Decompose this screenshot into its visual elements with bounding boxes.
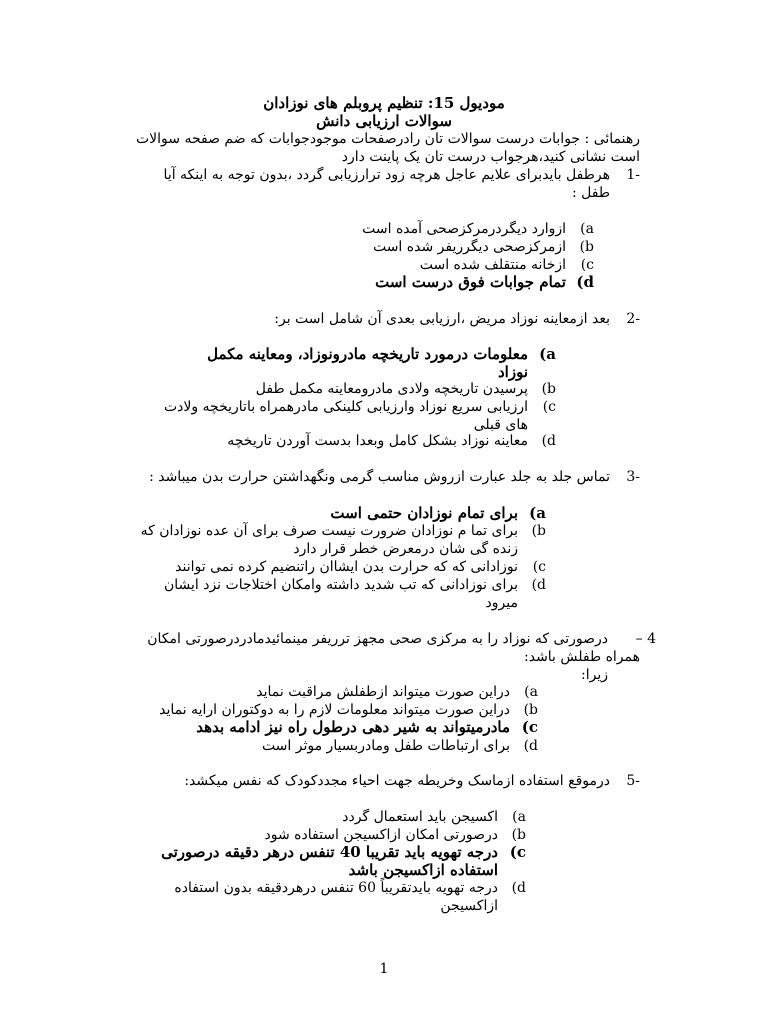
- question-1-option-b[interactable]: [226, 238, 594, 256]
- option-text: برای تمام نوزادان حتمی است: [330, 504, 518, 522]
- option-label: b): [511, 827, 526, 843]
- option-text: اكسيجن بايد استعمال گردد: [342, 809, 498, 825]
- question-4-option-b[interactable]: [90, 701, 538, 719]
- option-label: a): [529, 504, 546, 522]
- option-text: پرسيدن تاريخچه ولادی مادرومعاينه مكمل طفل: [255, 381, 528, 397]
- question-3-option-a[interactable]: [118, 504, 546, 522]
- option-label: a): [512, 809, 526, 825]
- page-subtitle: سوالات ارزيابی دانش: [316, 112, 452, 130]
- option-text: ازخانه منتقلف شده است: [419, 257, 566, 273]
- option-text-line-2: ازاكسيجن: [440, 898, 498, 914]
- option-text: ازوارد ديگردرمركزصحی آمده است: [362, 221, 566, 237]
- option-text-line-1: برای نوزادانی كه تب شديد داشته وامكان اختلاجات نزد ايشان: [163, 577, 518, 593]
- option-text-line-2: زنده گی شان درمعرض خطر قرار دارد: [293, 541, 518, 557]
- question-1-text-line-1: هرطفل بايدبرای علايم عاجل هرچه زود ترارزيابی گردد ،بدون توجه به اينكه آيا: [163, 167, 610, 183]
- page-number: 1: [379, 961, 389, 977]
- question-5-option-a[interactable]: [98, 808, 526, 826]
- question-5-option-c[interactable]: [98, 843, 526, 879]
- option-label: c): [532, 559, 546, 575]
- question-5-option-d[interactable]: [98, 879, 526, 915]
- option-text: معاينه نوزاد بشكل كامل وبعدا بدست آوردن تاريخچه: [227, 433, 528, 449]
- question-3-option-b[interactable]: [118, 522, 546, 558]
- question-3-text: تماس جلد به جلد عبارت ازروش مناسب گرمی ونگهداشتن حرارت بدن ميباشد :: [149, 469, 610, 485]
- question-1-text-line-2: طفل :: [572, 185, 610, 201]
- question-1-option-c[interactable]: [226, 256, 594, 274]
- option-label: c): [542, 399, 556, 415]
- option-text: درصورتی امكان ازاكسيجن استفاده شود: [264, 827, 498, 843]
- question-5-option-b[interactable]: [98, 826, 526, 844]
- option-label: d): [531, 577, 546, 593]
- question-1-option-d[interactable]: [226, 273, 594, 291]
- question-4-option-a[interactable]: [90, 683, 538, 701]
- option-label: a): [539, 345, 556, 363]
- option-text-line-2: ميرود: [485, 595, 518, 611]
- question-4-option-d[interactable]: [90, 737, 538, 755]
- option-text: ازمركزصحی ديگرريفر شده است: [372, 239, 566, 255]
- option-label: d): [511, 880, 526, 896]
- option-text: برای ارتباطات طفل ومادربسيار موثر است: [261, 738, 510, 754]
- question-5-number: -5: [626, 773, 640, 789]
- option-label: c): [580, 257, 594, 273]
- question-4-number: 4 –: [635, 631, 656, 647]
- question-4-text-line-1: درصورتی كه نوزاد را به مركزی صحی مجهز ترريفر مينمائيدمادردرصورتی امكان: [147, 631, 608, 647]
- option-text: دراين صورت ميتواند ازطفلش مراقبت نمايد: [256, 684, 510, 700]
- option-text-line-1: ارزيابی سريع نوزاد وارزيابی كلينكی مادرهمراه باتاريخچه ولادت: [163, 399, 528, 415]
- question-3-option-c[interactable]: [118, 558, 546, 576]
- option-label: b): [531, 523, 546, 539]
- option-label: c): [521, 718, 538, 736]
- option-label: b): [523, 702, 538, 718]
- question-4-text-line-2: همراه طفلش باشد:: [524, 649, 640, 665]
- question-4-text-line-3: زيرا:: [581, 667, 608, 683]
- option-text-line-1: معلومات درمورد تاريخچه مادرونوزاد، ومعاينه مكمل: [207, 345, 528, 363]
- option-text-line-2: استفاده ازاكسيجن باشد: [348, 861, 498, 879]
- option-label: d): [541, 433, 556, 449]
- question-2-option-b[interactable]: [118, 380, 556, 398]
- option-label: a): [580, 221, 594, 237]
- question-2-option-c[interactable]: [118, 398, 556, 434]
- option-label: c): [509, 843, 526, 861]
- option-text: دراين صورت ميتواند معلومات لازم را به دوكتوران ارايه نمايد: [159, 702, 510, 718]
- option-label: b): [579, 239, 594, 255]
- option-text-line-1: درجه تهويه بايد تقريبا 40 تنفس درهر دقيقه درصورتی: [161, 843, 498, 861]
- question-4-option-c[interactable]: [90, 718, 538, 736]
- question-1-option-a[interactable]: [226, 220, 594, 238]
- option-text-line-1: درجه تهويه بايدتقريباً 60 تنفس درهردقيقه بدون استفاده: [174, 880, 498, 896]
- option-text-line-2: نوزاد: [497, 363, 528, 381]
- option-label: b): [541, 381, 556, 397]
- page-title: موديول 15: تنظيم پروبلم های نوزادان: [263, 94, 505, 112]
- option-text: نوزادانی كه كه حرارت بدن ايشاان راتنضيم كرده نمی توانند: [175, 559, 518, 575]
- question-2-text: بعد ازمعاينه نوزاد مريض ،ارزيابی بعدی آن شامل است بر:: [274, 311, 610, 327]
- option-label: d): [576, 273, 594, 291]
- option-text: تمام جوابات فوق درست است: [375, 273, 566, 291]
- question-2-option-a[interactable]: [118, 345, 556, 381]
- question-2-option-d[interactable]: [118, 432, 556, 450]
- question-3-number: -3: [626, 469, 640, 485]
- option-text-line-2: های قبلی: [473, 417, 528, 433]
- question-3-option-d[interactable]: [118, 576, 546, 612]
- question-2-number: -2: [626, 311, 640, 327]
- option-text-line-1: برای تما م نوزادان ضرورت نيست صرف برای آن عده نوزادان كه: [140, 523, 518, 539]
- question-1-number: -1: [626, 167, 640, 183]
- instructions-line-2: است نشانی كنيد،هرجواب درست تان يک پاينت دارد: [341, 149, 640, 165]
- option-text: مادرميتواند به شير دهی درطول راه نيز ادامه بدهد: [196, 718, 510, 736]
- option-label: a): [524, 684, 538, 700]
- instructions-line-1: رهنمائی : جوابات درست سوالات تان رادرصفحات موجودجوابات كه ضم صفحه سوالات: [136, 131, 640, 147]
- question-5-text: درموقع استفاده ازماسک وخريطه جهت احياء مجددكودک كه نفس ميكشد:: [184, 773, 610, 789]
- option-label: d): [523, 738, 538, 754]
